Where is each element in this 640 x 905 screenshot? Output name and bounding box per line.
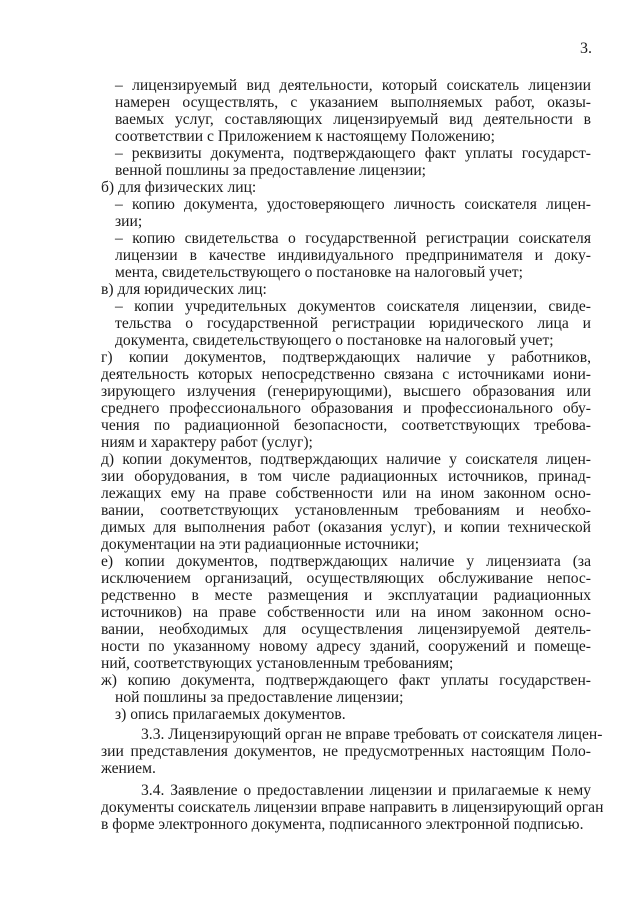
list-line: ности по указанному новому адресу зданий, сооружений и помеще- (101, 638, 591, 655)
list-line: редственно в месте размещения и эксплуатации радиационных (101, 587, 591, 604)
list-line: – лицензируемый вид деятельности, который соискатель лицензии (115, 77, 591, 94)
list-line: – копии учредительных документов соискателя лицензии, свиде- (115, 298, 591, 315)
list-line: – реквизиты документа, подтверждающего факт уплаты государст- (115, 145, 591, 162)
list-line: зии; (115, 213, 143, 230)
paragraph-line: жением. (101, 760, 156, 777)
list-line: – копию документа, удостоверяющего личность соискателя лицен- (115, 196, 591, 213)
list-line: ной пошлины за предоставление лицензии; (115, 689, 404, 706)
paragraph-line: зии представления документов, не предусмотренных настоящим Поло- (101, 743, 591, 760)
paragraph-line: в форме электронного документа, подписанного электронной подписью. (101, 816, 584, 833)
list-line: источников) на праве собственности или на ином законном осно- (101, 604, 591, 621)
list-line: ниям и характеру работ (услуг); (101, 434, 313, 451)
list-line: е) копии документов, подтверждающих наличие у лицензиата (за (101, 553, 591, 570)
list-line: ж) копию документа, подтверждающего факт уплаты государствен- (101, 672, 591, 689)
paragraph-3-3 (101, 726, 603, 777)
list-line: лицензии в качестве индивидуального предпринимателя и доку- (115, 247, 591, 264)
paragraph-line: 3.3. Лицензирующий орган не вправе требовать от соискателя лицен- (141, 726, 603, 743)
paragraph-line: 3.4. Заявление о предоставлении лицензии и прилагаемые к нему (141, 782, 591, 799)
list-line: б) для физических лиц: (101, 179, 257, 196)
list-line: з) опись прилагаемых документов. (115, 706, 346, 723)
list-line: деятельность которых непосредственно связана с источниками иони- (101, 366, 591, 383)
list-line: вании, необходимых для осуществления лицензируемой деятель- (101, 621, 591, 638)
list-line: чения по радиационной безопасности, соответствующих требова- (101, 417, 591, 434)
list-line: лежащих ему на праве собственности или на ином законном осно- (101, 485, 591, 502)
list-line: ваемых услуг, составляющих лицензируемый вид деятельности в (115, 111, 591, 128)
list-line: документа, свидетельствующего о постановке на налоговый учет; (115, 332, 554, 349)
list-line: намерен осуществлять, с указанием выполняемых работ, оказы- (115, 94, 591, 111)
page-number: 3. (580, 40, 592, 57)
list-line: зии оборудования, в том числе радиационных источников, принад- (101, 468, 591, 485)
list-line: исключением организаций, осуществляющих обслуживание непос- (101, 570, 591, 587)
list-line: зирующего излучения (генерирующими), высшего образования или (101, 383, 591, 400)
list-line: в) для юридических лиц: (101, 281, 267, 298)
list-line: димых для выполнения работ (оказания услуг), и копии технической (101, 519, 591, 536)
document-paragraphs (101, 726, 604, 833)
list-line: г) копии документов, подтверждающих наличие у работников, (101, 349, 591, 366)
list-line: ний, соответствующих установленным требованиям; (101, 655, 454, 672)
paragraph-3-4 (101, 782, 604, 833)
list-line: мента, свидетельствующего о постановке на налоговый учет; (115, 264, 523, 281)
list-line: документации на эти радиационные источники; (101, 536, 420, 553)
list-line: среднего профессионального образования и профессионального обу- (101, 400, 591, 417)
list-line: соответствии с Приложением к настоящему Положению; (115, 128, 495, 145)
document-list-block (101, 77, 591, 723)
list-line: венной пошлины за предоставление лицензии; (115, 162, 427, 179)
list-line: – копию свидетельства о государственной регистрации соискателя (115, 230, 591, 247)
paragraph-line: документы соискатель лицензии вправе направить в лицензирующий орган (101, 799, 604, 816)
list-line: д) копии документов, подтверждающих наличие у соискателя лицен- (101, 451, 591, 468)
list-line: вании, соответствующих установленным требованиям и необхо- (101, 502, 591, 519)
list-line: тельства о государственной регистрации юридического лица и (115, 315, 591, 332)
